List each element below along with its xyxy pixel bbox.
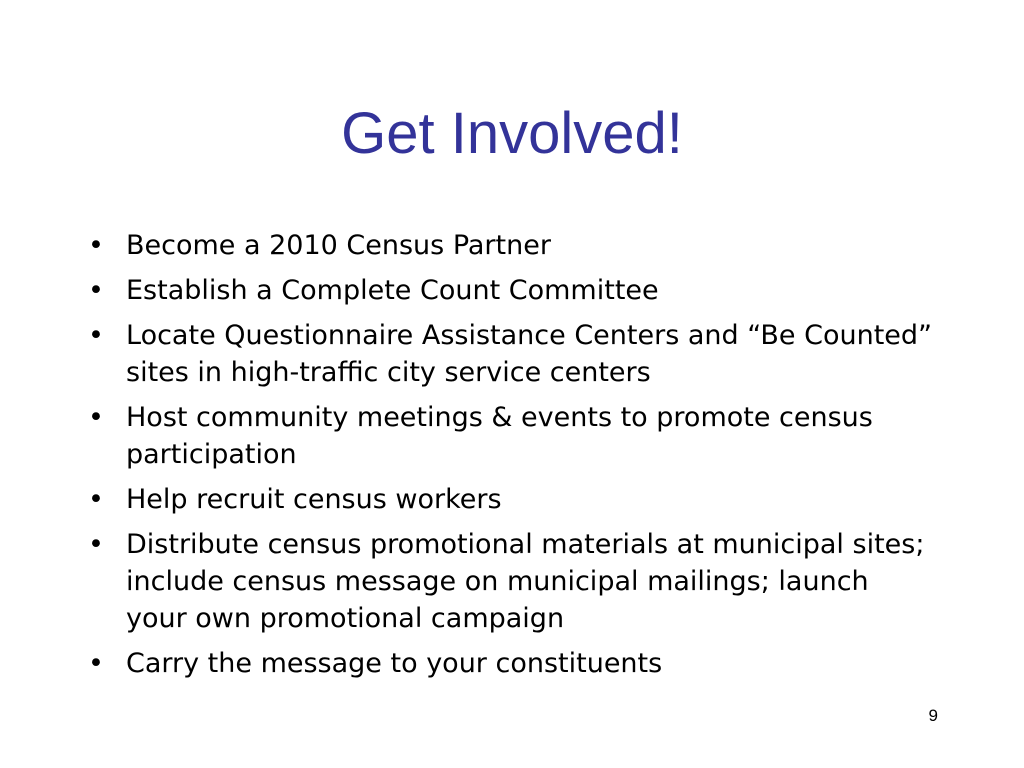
bullet-item	[86, 272, 936, 309]
bullet-text: Carry the message to your constituents	[126, 648, 663, 679]
bullet-text: Help recruit census workers	[126, 484, 502, 515]
bullet-text: Become a 2010 Census Partner	[126, 230, 551, 261]
page-number: 9	[928, 706, 938, 725]
bullet-icon: •	[88, 275, 104, 306]
slide-title: Get Involved!	[341, 101, 683, 166]
bullet-text: Host community meetings & events to promote census participation	[126, 402, 873, 470]
bullet-item	[86, 645, 936, 682]
bullet-item	[86, 317, 936, 391]
bullet-item	[86, 526, 936, 637]
bullet-item	[86, 481, 936, 518]
bullet-icon: •	[88, 484, 104, 515]
bullet-text: Distribute census promotional materials at municipal sites; include census message on municipal mailings; launch your own promotional campaign	[126, 529, 925, 634]
bullet-icon: •	[88, 402, 104, 433]
bullet-icon: •	[88, 320, 104, 351]
bullet-list	[86, 227, 936, 690]
bullet-text: Establish a Complete Count Committee	[126, 275, 659, 306]
bullet-icon: •	[88, 648, 104, 679]
bullet-text: Locate Questionnaire Assistance Centers and “Be Counted” sites in high-traffic city service centers	[126, 320, 933, 388]
bullet-item	[86, 399, 936, 473]
bullet-item	[86, 227, 936, 264]
bullet-icon: •	[88, 230, 104, 261]
bullet-icon: •	[88, 529, 104, 560]
